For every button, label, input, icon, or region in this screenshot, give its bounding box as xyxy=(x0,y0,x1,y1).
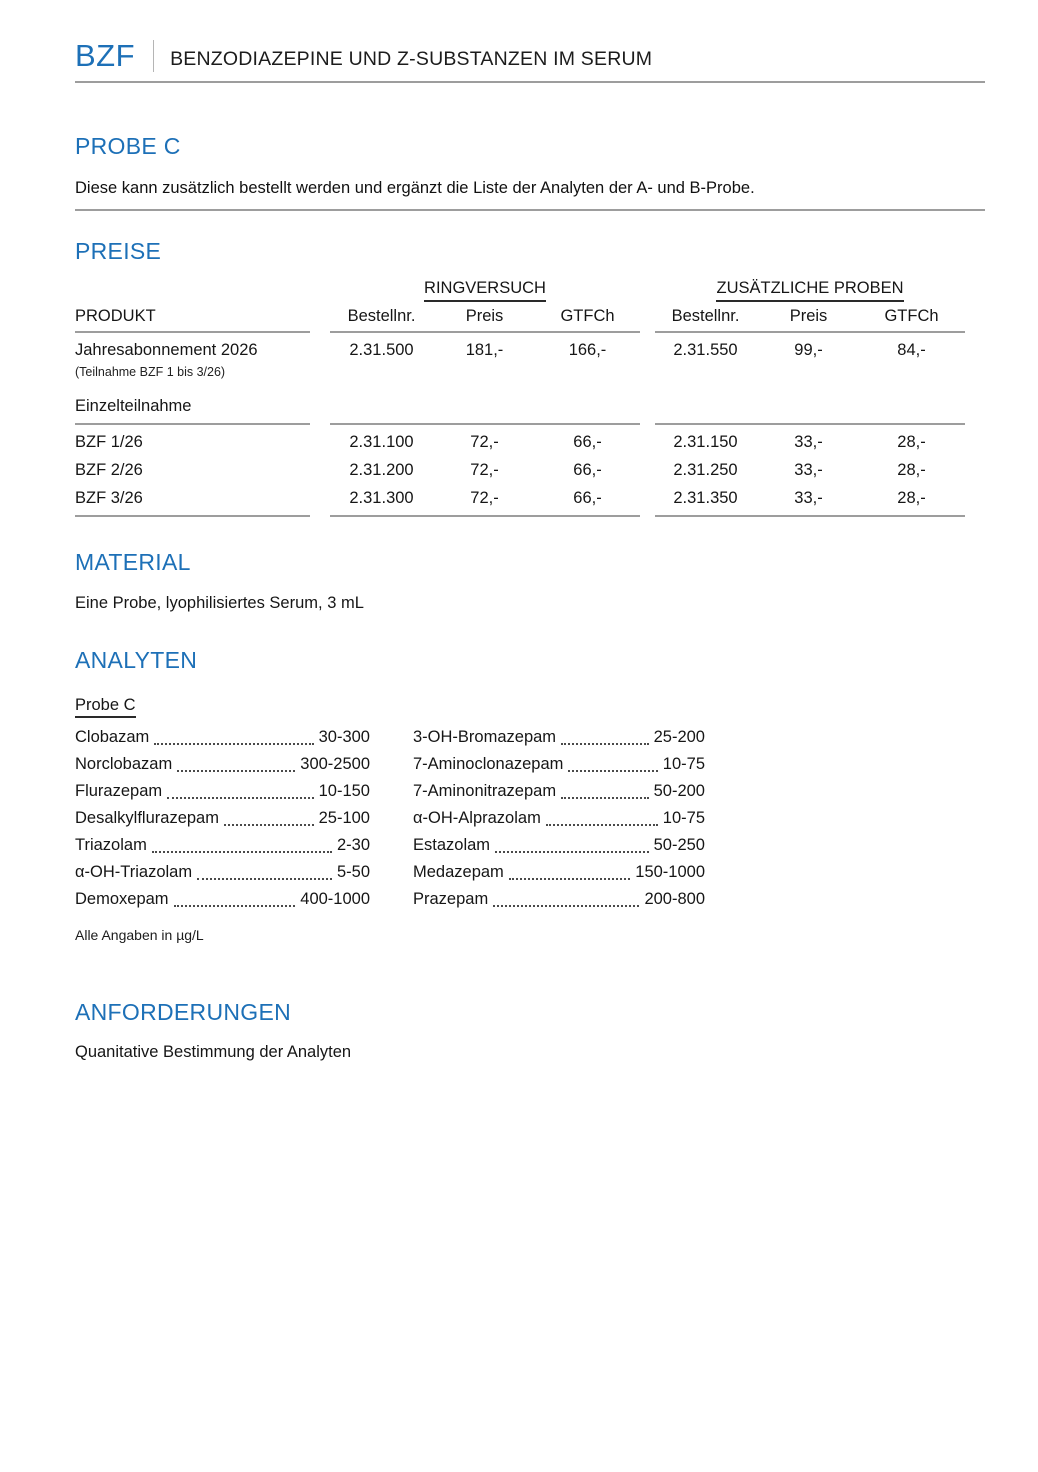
gtfch-cell: 28,- xyxy=(897,461,926,479)
analyte-column-left xyxy=(75,724,370,913)
col-bestellnr-2: Bestellnr. xyxy=(671,307,740,325)
product-cell: BZF 2/26 xyxy=(75,461,143,479)
gtfch-cell: 84,- xyxy=(897,341,926,359)
col-gtfch-2: GTFCh xyxy=(884,307,939,325)
dot-leader xyxy=(495,851,649,853)
analyte-row: 7-Aminoclonazepam 10-75 xyxy=(413,755,705,773)
product-cell: BZF 3/26 xyxy=(75,489,143,507)
preise-heading: PREISE xyxy=(75,238,162,264)
preis-cell: 33,- xyxy=(794,489,823,507)
analyte-row: Clobazam 30-300 xyxy=(75,728,370,746)
price-row-bzf-3-26 xyxy=(75,484,985,512)
bestellnr-cell: 2.31.100 xyxy=(349,433,414,451)
analyte-row: Desalkylflurazepam 25-100 xyxy=(75,809,370,827)
gtfch-cell: 28,- xyxy=(897,433,926,451)
bestellnr-cell: 2.31.150 xyxy=(673,433,738,451)
price-row-jahresabonnement xyxy=(75,336,985,364)
header-divider xyxy=(153,40,154,72)
bestellnr-cell: 2.31.550 xyxy=(673,341,738,359)
bzf-logo: BZF xyxy=(75,38,136,73)
anforderungen-text: Quanitative Bestimmung der Analyten xyxy=(75,1043,352,1061)
dot-leader xyxy=(561,743,649,745)
product-cell: BZF 1/26 xyxy=(75,433,143,451)
analyten-heading: ANALYTEN xyxy=(75,647,198,673)
dot-leader xyxy=(561,797,649,799)
analyte-row: α-OH-Alprazolam 10-75 xyxy=(413,809,705,827)
table-rule xyxy=(75,515,985,517)
analyte-row: Medazepam 150-1000 xyxy=(413,863,705,881)
analyte-column-right xyxy=(413,724,705,913)
dot-leader xyxy=(509,878,630,880)
dot-leader xyxy=(197,878,332,880)
probe-c-heading: PROBE C xyxy=(75,133,181,159)
dot-leader xyxy=(493,905,639,907)
dot-leader xyxy=(224,824,314,826)
dot-leader xyxy=(154,743,313,745)
analyte-row: Prazepam 200-800 xyxy=(413,890,705,908)
gtfch-cell: 28,- xyxy=(897,489,926,507)
product-cell: Einzelteilnahme xyxy=(75,397,192,415)
preis-cell: 33,- xyxy=(794,461,823,479)
col-bestellnr-1: Bestellnr. xyxy=(347,307,416,325)
col-produkt: PRODUKT xyxy=(75,307,156,325)
analyte-row: Triazolam 2-30 xyxy=(75,836,370,854)
dot-leader xyxy=(167,797,313,799)
analyte-row: Flurazepam 10-150 xyxy=(75,782,370,800)
group-zusaetzliche-proben xyxy=(655,277,965,302)
price-columns-row xyxy=(75,304,985,328)
dot-leader xyxy=(546,824,658,826)
dot-leader xyxy=(568,770,657,772)
gtfch-cell: 66,- xyxy=(573,489,602,507)
product-cell: Jahresabonnement 2026 xyxy=(75,341,258,359)
dot-leader xyxy=(174,905,296,907)
gtfch-cell: 166,- xyxy=(568,341,607,359)
bestellnr-cell: 2.31.350 xyxy=(673,489,738,507)
gtfch-cell: 66,- xyxy=(573,433,602,451)
price-row-einzelteilnahme xyxy=(75,392,985,420)
anforderungen-heading: ANFORDERUNGEN xyxy=(75,999,292,1025)
bestellnr-cell: 2.31.200 xyxy=(349,461,414,479)
dot-leader xyxy=(152,851,332,853)
page-title: BENZODIAZEPINE UND Z-SUBSTANZEN IM SERUM xyxy=(170,47,653,70)
preis-cell: 72,- xyxy=(470,489,499,507)
probe-c-text: Diese kann zusätzlich bestellt werden und ergänzt die Liste der Analyten der A- und B-Probe. xyxy=(75,179,755,197)
analyte-row: Norclobazam 300-2500 xyxy=(75,755,370,773)
col-gtfch-1: GTFCh xyxy=(560,307,615,325)
material-heading: MATERIAL xyxy=(75,549,191,575)
units-note: Alle Angaben in µg/L xyxy=(75,927,204,943)
probe-c-rule xyxy=(75,209,985,211)
bestellnr-cell: 2.31.300 xyxy=(349,489,414,507)
price-row-bzf-2-26 xyxy=(75,456,985,484)
bestellnr-cell: 2.31.250 xyxy=(673,461,738,479)
material-text: Eine Probe, lyophilisiertes Serum, 3 mL xyxy=(75,594,364,612)
analyte-columns xyxy=(75,724,985,913)
analyte-row: α-OH-Triazolam 5-50 xyxy=(75,863,370,881)
preis-cell: 72,- xyxy=(470,461,499,479)
col-preis-1: Preis xyxy=(465,307,504,325)
group-zusaetzliche-label: ZUSÄTZLICHE PROBEN xyxy=(716,277,903,302)
page-header xyxy=(75,38,985,74)
dot-leader xyxy=(177,770,295,772)
table-rule xyxy=(75,331,985,333)
preis-cell: 99,- xyxy=(794,341,823,359)
analyte-row: Estazolam 50-250 xyxy=(413,836,705,854)
col-preis-2: Preis xyxy=(789,307,828,325)
analyten-subheading: Probe C xyxy=(75,696,136,718)
table-rule xyxy=(75,423,985,425)
jahresabonnement-subnote: (Teilnahme BZF 1 bis 3/26) xyxy=(75,365,226,379)
bestellnr-cell: 2.31.500 xyxy=(349,341,414,359)
preis-cell: 181,- xyxy=(465,341,504,359)
price-table xyxy=(75,277,985,517)
price-group-row xyxy=(75,277,985,302)
header-rule xyxy=(75,81,985,83)
price-row-bzf-1-26 xyxy=(75,428,985,456)
group-ringversuch xyxy=(330,277,640,302)
group-ringversuch-label: RINGVERSUCH xyxy=(424,277,546,302)
analyte-row: Demoxepam 400-1000 xyxy=(75,890,370,908)
analyte-row: 7-Aminonitrazepam 50-200 xyxy=(413,782,705,800)
preis-cell: 33,- xyxy=(794,433,823,451)
gtfch-cell: 66,- xyxy=(573,461,602,479)
preis-cell: 72,- xyxy=(470,433,499,451)
analyte-row: 3-OH-Bromazepam 25-200 xyxy=(413,728,705,746)
